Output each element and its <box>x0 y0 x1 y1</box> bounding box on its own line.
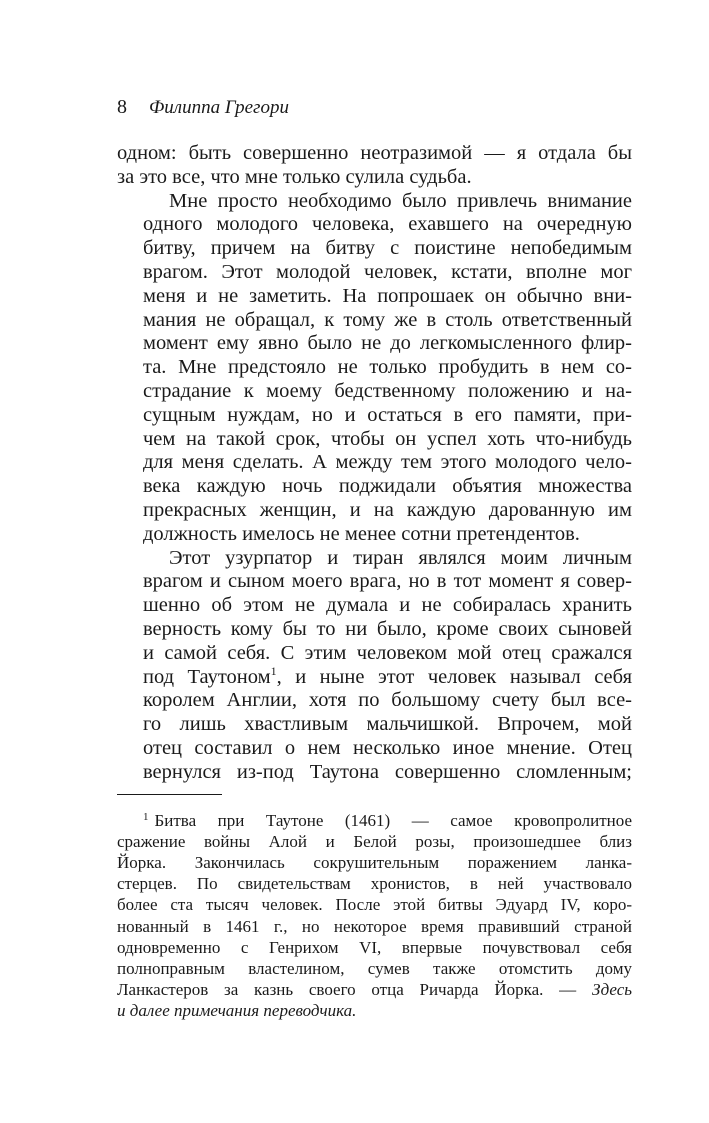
footnote-line <box>117 810 632 831</box>
footnote-line <box>117 979 632 1000</box>
text-fragment: под Таутоном <box>143 665 271 688</box>
paragraph <box>117 142 632 190</box>
text-line: сущным нуждам, но и остаться в его памяти, при- <box>143 403 632 426</box>
paragraph <box>117 547 632 785</box>
text-line: за это все, что мне только сулила судьба. <box>117 165 472 188</box>
footnote-reference[interactable]: 1 <box>270 663 277 678</box>
body-text <box>117 142 632 785</box>
text-line: верность кому бы то ни было, кроме своих сыновей <box>143 617 632 640</box>
text-line: мания не обращал, к тому же в столь ответственный <box>143 308 632 331</box>
text-line: Мне просто необходимо было привлечь внимание <box>169 189 632 212</box>
text-line: одного молодого человека, ехавшего на очередную <box>143 213 632 236</box>
footnote-line <box>117 1000 632 1021</box>
text-line: та. Мне предстояло не только пробудить в нем со- <box>143 356 632 379</box>
text-line: одном: быть совершенно неотразимой — я отдала бы <box>117 142 632 164</box>
text-line: страдание к моему бедственному положению и на- <box>143 379 632 402</box>
footnote-line: одновременно с Генрихом VI, впервые почувствовал себя <box>117 937 632 957</box>
paragraph <box>117 190 632 547</box>
text-line: отец составил о нем несколько иное мнение. Отец <box>143 736 632 759</box>
footnote-line: полноправным властелином, сумев также отомстить дому <box>117 958 632 978</box>
text-line-with-footnote <box>117 663 633 690</box>
footnote-line: стерцев. По свидетельствам хронистов, в ней участвовало <box>117 874 632 894</box>
text-line: врагом и сыном моего врага, но в тот момент я совер- <box>143 570 632 593</box>
text-line: чем на такой срок, чтобы он успел хоть что-нибудь <box>143 427 632 450</box>
footnote-line: нованный в 1461 г., но некоторое время правивший страной <box>117 916 632 936</box>
running-head <box>117 96 632 126</box>
text-fragment: Ланкастеров за казнь своего отца Ричарда Йорка. — <box>117 980 577 1000</box>
text-line: меня и не заметить. На попрошаек он обычно вни- <box>143 284 632 307</box>
author-name: Филиппа Грегори <box>149 97 289 118</box>
text-line: королем Англии, хотя по большому счету был все- <box>143 689 632 712</box>
text-line: врагом. Этот молодой человек, кстати, вполне мог <box>143 260 632 283</box>
page-number: 8 <box>117 96 127 118</box>
text-line: для меня сделать. А между тем этого молодого чело- <box>143 451 632 474</box>
text-fragment: , и ныне этот человек называл себя <box>276 665 633 688</box>
text-line: момент ему явно было не до легкомысленного флир- <box>143 332 632 355</box>
text-line: вернулся из-под Таутона совершенно сломленным; <box>143 760 632 783</box>
footnote-line: более ста тысяч человек. После этой битвы Эдуард IV, коро- <box>117 895 632 915</box>
text-line: века каждую ночь поджидали объятия множества <box>143 475 632 498</box>
footnote-mark: 1 <box>143 810 149 823</box>
book-page <box>117 96 632 1022</box>
text-fragment: Битва при Таутоне (1461) — самое кровопролитное <box>154 810 632 830</box>
text-line: и самой себя. С этим человеком мой отец сражался <box>143 641 632 664</box>
text-line: должность имелось не менее сотни претендентов. <box>143 522 580 545</box>
text-line: шенно об этом не думала и не собиралась хранить <box>143 594 632 617</box>
footnote-divider <box>117 794 222 795</box>
italic-text: Здесь <box>591 980 632 1000</box>
footnote-line: сражение войны Алой и Белой розы, произошедшее близ <box>117 831 632 851</box>
text-line: битву, причем на битву с поистине непобедимым <box>143 237 632 260</box>
italic-text: и далее примечания переводчика. <box>117 1001 357 1021</box>
text-line: Этот узурпатор и тиран являлся моим личным <box>169 546 632 569</box>
text-line: го лишь хвастливым мальчишкой. Впрочем, мой <box>143 713 632 736</box>
footnote-line: Йорка. Закончилась сокрушительным поражением ланка- <box>117 852 632 872</box>
footnote <box>117 810 632 1022</box>
text-line: прекрасных женщин, и на каждую дарованную им <box>143 498 632 521</box>
